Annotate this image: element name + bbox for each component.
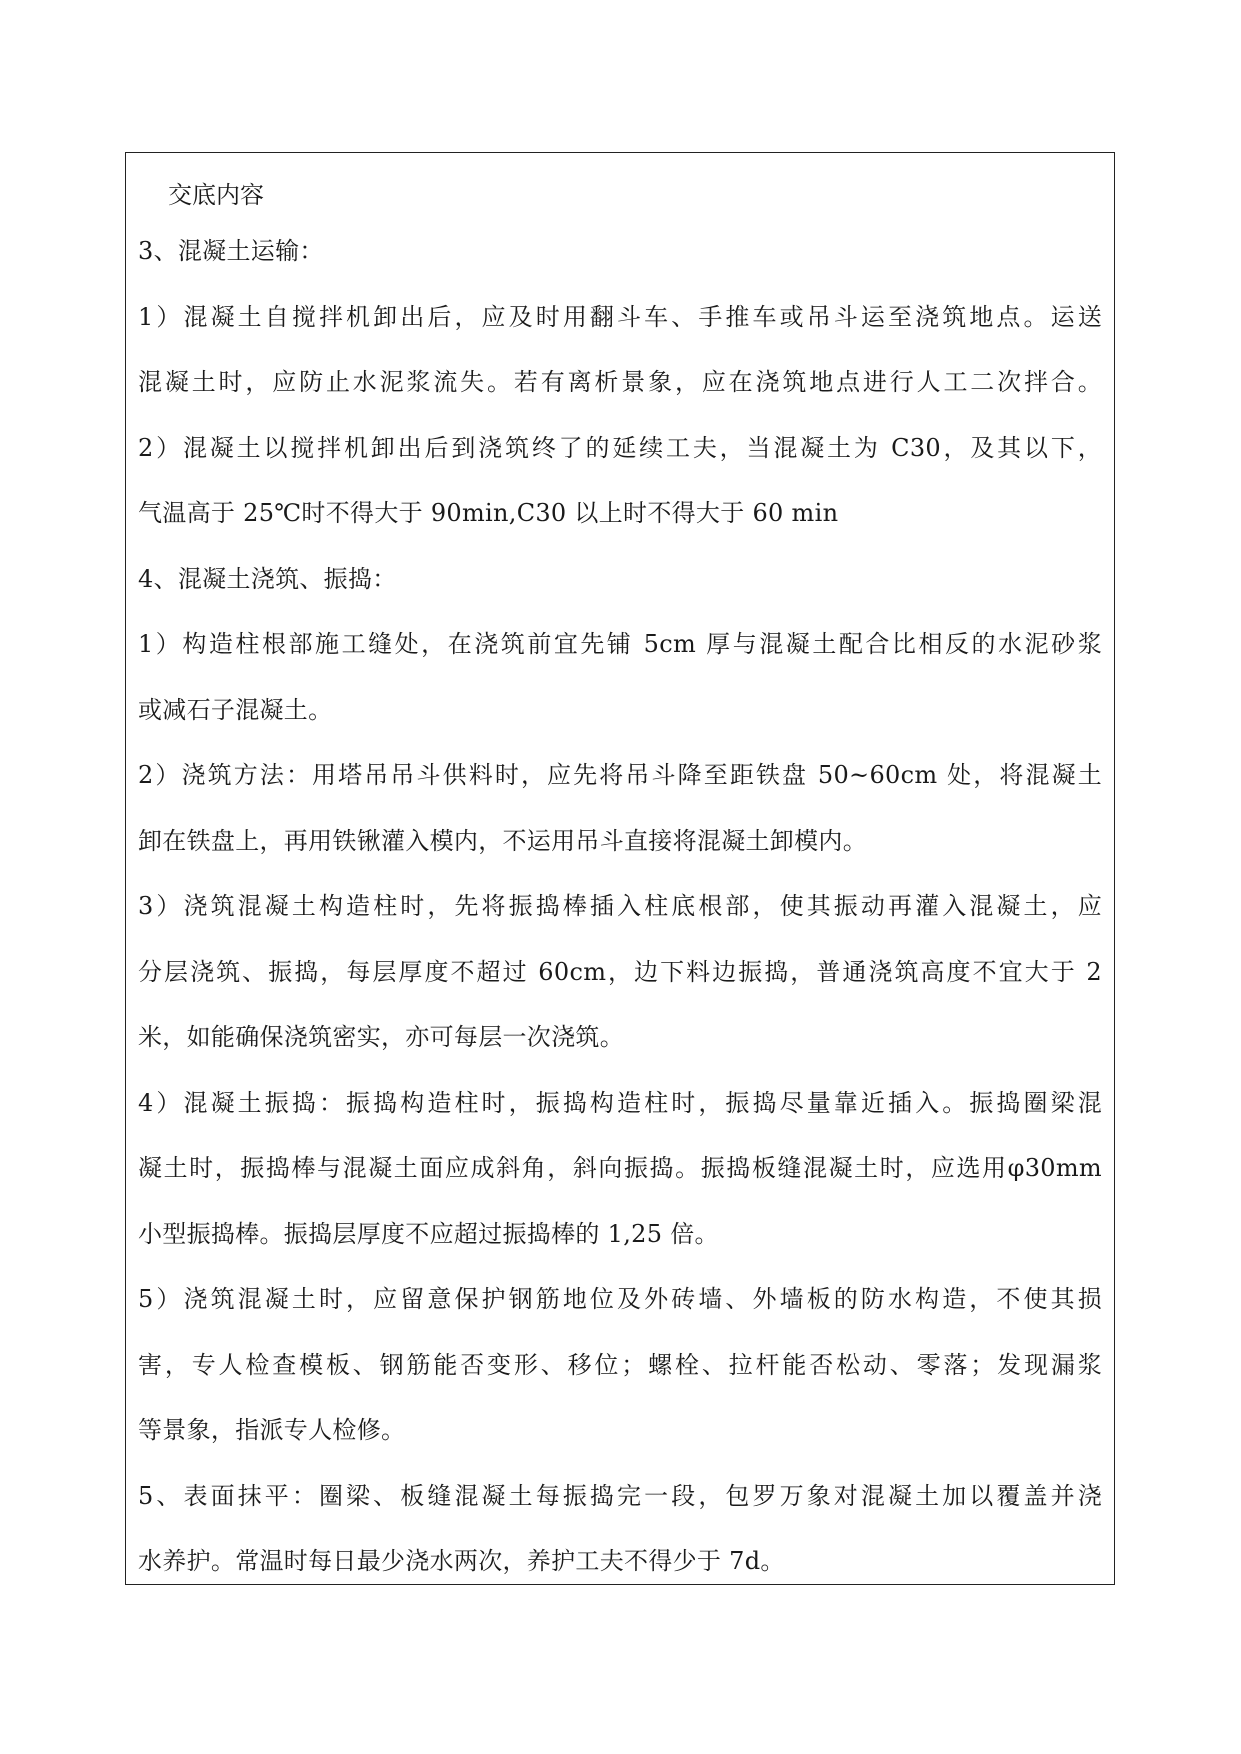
text-line: 2）混凝土以搅拌机卸出后到浇筑终了的延续工夫，当混凝土为 C30，及其以下，	[138, 433, 1102, 462]
text-line: 1）构造柱根部施工缝处，在浇筑前宜先铺 5cm 厚与混凝土配合比相反的水泥砂浆	[138, 630, 1102, 658]
text-line: 4、混凝土浇筑、振捣：	[138, 564, 397, 593]
text-line: 5、表面抹平：圈梁、板缝混凝土每振捣完一段，包罗万象对混凝土加以覆盖并浇	[138, 1481, 1102, 1510]
text-line: 3、混凝土运输：	[138, 237, 324, 265]
text-line: 5）浇筑混凝土时，应留意保护钢筋地位及外砖墙、外墙板的防水构造，不使其损	[138, 1285, 1102, 1313]
text-line: 凝土时，振捣棒与混凝土面应成斜角，斜向振捣。振捣板缝混凝土时，应选用φ30mm	[138, 1154, 1102, 1182]
text-line: 害，专人检查模板、钢筋能否变形、移位；螺栓、拉杆能否松动、零落；发现漏浆	[138, 1350, 1102, 1379]
document-body	[138, 219, 1102, 1595]
text-line: 或减石子混凝土。	[138, 695, 333, 724]
text-line: 分层浇筑、振捣，每层厚度不超过 60cm，边下料边振捣，普通浇筑高度不宜大于 2	[138, 957, 1102, 986]
document-frame	[125, 152, 1115, 1585]
text-line: 卸在铁盘上，再用铁锹灌入模内，不运用吊斗直接将混凝土卸模内。	[138, 826, 867, 855]
text-line: 2）浇筑方法：用塔吊吊斗供料时，应先将吊斗降至距铁盘 50~60cm 处，将混凝土	[138, 761, 1102, 789]
text-line: 水养护。常温时每日最少浇水两次，养护工夫不得少于 7d。	[138, 1547, 785, 1575]
text-line: 等景象，指派专人检修。	[138, 1416, 406, 1444]
section-heading: 交底内容	[168, 181, 264, 209]
text-line: 米，如能确保浇筑密实，亦可每层一次浇筑。	[138, 1023, 624, 1051]
text-line: 气温高于 25℃时不得大于 90min,C30 以上时不得大于 60 min	[138, 499, 839, 527]
text-line: 3）浇筑混凝土构造柱时，先将振捣棒插入柱底根部，使其振动再灌入混凝土，应	[138, 892, 1102, 920]
text-line: 1）混凝土自搅拌机卸出后，应及时用翻斗车、手推车或吊斗运至浇筑地点。运送	[138, 302, 1102, 331]
text-line: 4）混凝土振捣：振捣构造柱时，振捣构造柱时，振捣尽量靠近插入。振捣圈梁混	[138, 1088, 1102, 1117]
text-line: 小型振捣棒。振捣层厚度不应超过振捣棒的 1,25 倍。	[138, 1219, 719, 1248]
text-line: 混凝土时，应防止水泥浆流失。若有离析景象，应在浇筑地点进行人工二次拌合。	[138, 368, 1102, 396]
